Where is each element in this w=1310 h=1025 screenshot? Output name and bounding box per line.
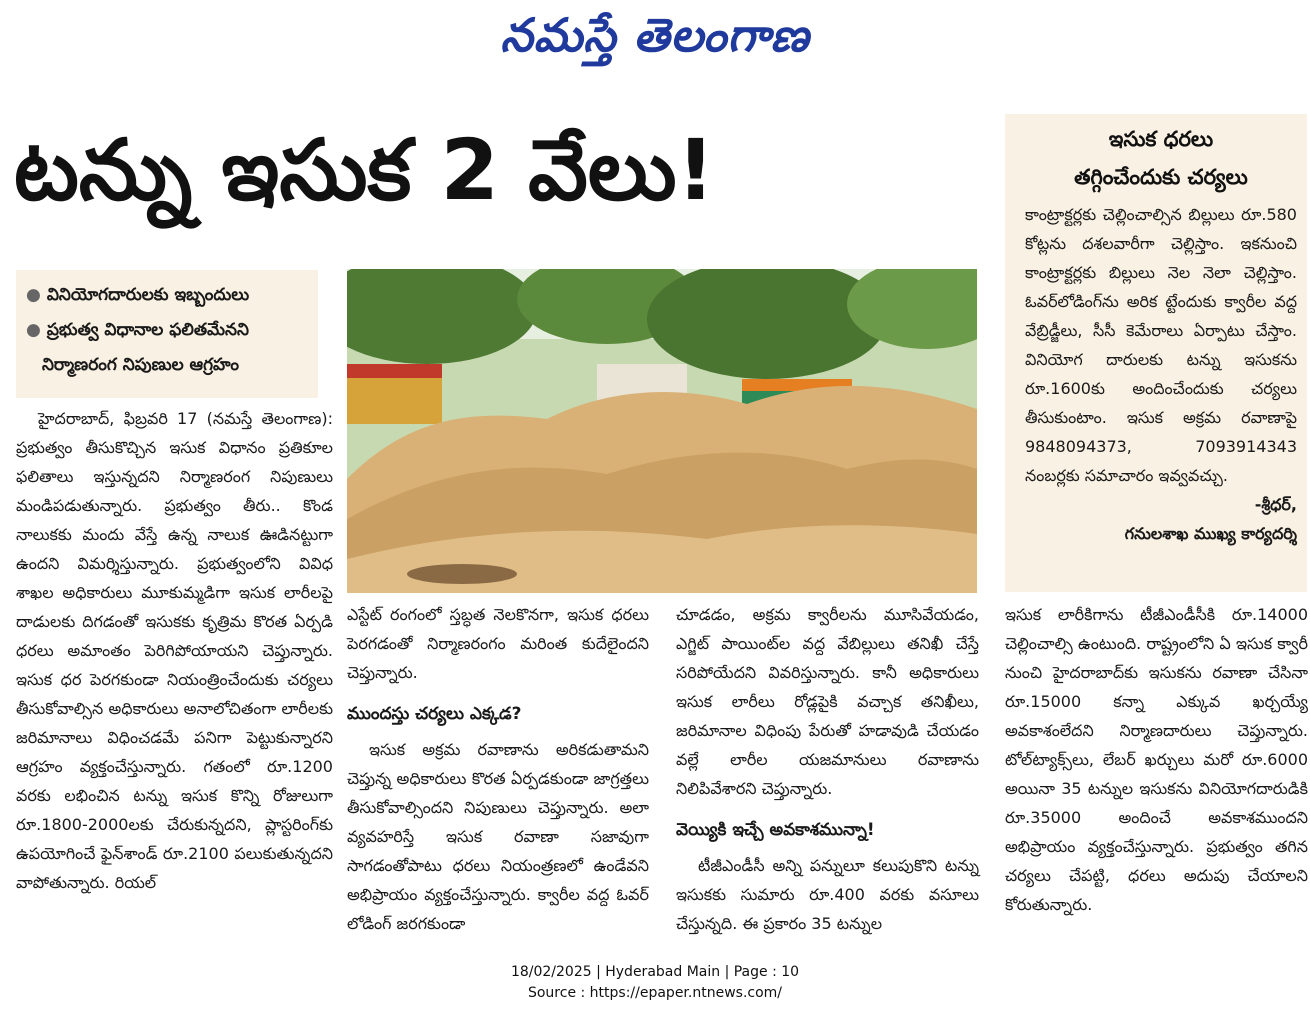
highlight-1: ● వినియోగదారులకు ఇబ్బందులు (26, 285, 250, 305)
subheading-thousand: వెయ్యికి ఇచ్చే అవకాశమున్నా! (676, 820, 875, 840)
sidebar-author: -శ్రీధర్, (1254, 495, 1297, 514)
sand-pile-photo (347, 269, 977, 593)
column-2-text-2: ఇసుక అక్రమ రవాణాను అరికడుతామని చెప్తున్న అధికారులు కొరత ఏర్పడకుండా జాగ్రత్తలు తీసుకోవాల్సిందని నిపుణులు చెప్తున్నారు. అలా వ్యవహరిస్తే ఇసుక రవాణా సజావుగా సాగడంతోపాటు ధరలు నియంత్రణలో ఉండేవని అభిప్రాయం వ్యక్తంచేస్తున్నారు. క్వారీల వద్ద ఓవర్ లోడింగ్ జరగకుండా (347, 740, 649, 933)
sidebar-title-1: ఇసుక ధరలు (1108, 127, 1214, 151)
highlights-box (16, 270, 318, 398)
sidebar-body: కాంట్రాక్టర్లకు చెల్లించాల్సిన బిల్లులు రూ.580 కోట్లను దశలవారీగా చెల్లిస్తాం. ఇకనుంచి కాంట్రాక్టర్లకు బిల్లులు నెల నెలా చెల్లిస్తాం. ఓవర్‌లోడింగ్‌ను అరిక ట్టేందుకు క్వారీల వద్ద వేబ్రిడ్జీలు, సీసీ కెమేరాలు ఏర్పాటు చేస్తాం. వినియోగ దారులకు టన్ను ఇసుకను రూ.1600కు అందించేందుకు చర్యలు తీసుకుంటాం. ఇసుక అక్రమ రవాణాపై 9848094373, 7093914343 నంబర్లకు సమాచారం ఇవ్వవచ్చు. (1025, 205, 1297, 485)
subheading-advance-measures: ముందస్తు చర్యలు ఎక్కడ? (347, 704, 522, 724)
column-2-text: ఎస్టేట్ రంగంలో స్తబ్ధత నెలకొనగా, ఇసుక ధరలు పెరగడంతో నిర్మాణరంగం మరింత కుదేలైందని చెప్తున్నారు. (347, 605, 649, 682)
highlight-2: ● ప్రభుత్వ విధానాల ఫలితమేనని (26, 320, 249, 340)
article-column-4 (1005, 600, 1308, 919)
column-1-text: హైదరాబాద్, ఫిబ్రవరి 17 (నమస్తే తెలంగాణ): ప్రభుత్వం తీసుకొచ్చిన ఇసుక విధానం ప్రతికూల ఫలితాలు ఇస్తున్నదని నిర్మాణరంగ నిపుణులు మండిపడుతున్నారు. ప్రభుత్వం తీరు.. కొండ నాలుకకు మందు వేస్తే ఉన్న నాలుక ఊడినట్టుగా ఉందని విమర్శిస్తున్నారు. ప్రభుత్వంలోని వివిధ శాఖల అధికారులు మూకుమ్మడిగా ఇసుక లారీలపై దాడులకు దిగడంతో ఇసుకకు కృత్రిమ కొరత ఏర్పడి ధరలు అమాంతం పెరిగిపోయాయని చెప్తున్నారు. ఇసుక ధర పెరగకుండా నియంత్రించేందుకు చర్యలు తీసుకోవాల్సిన అధికారులు అనాలోచితంగా లారీలకు జరిమానాలు విధించడమే పనిగా పెట్టుకున్నారని ఆగ్రహం వ్యక్తంచేస్తున్నారు. గతంలో రూ.1200 వరకు లభించిన టన్ను ఇసుక కొన్ని రోజులుగా రూ.1800-2000లకు చేరుకున్నదని, ప్లాస్టరింగ్‌కు ఉపయోగించే ఫైన్‌శాండ్ రూ.2100 పలుకుతున్నదని వాపోతున్నారు. రియల్ (16, 409, 333, 892)
column-3-text: చూడడం, అక్రమ క్వారీలను మూసివేయడం, ఎగ్జిట్ పాయింట్‌ల వద్ద వేబిల్లులు తనిఖీ చేస్తే సరిపోయేదని వివరిస్తున్నారు. కానీ అధికారులు ఇసుక లారీలు రోడ్లపైకి వచ్చాక తనిఖీలు, జరిమానాల విధింపు పేరుతో హడావుడి చేయడం వల్లే లారీల యజమానులు రవాణాను నిలిపివేశారని చెప్తున్నారు. (676, 605, 979, 798)
article-column-3 (676, 600, 979, 938)
page-footer (0, 962, 1310, 1004)
sand-photo-illustration (347, 269, 977, 593)
bullet-icon: ● (26, 285, 41, 305)
masthead-logo: నమస్తే తెలంగాణ (500, 8, 810, 62)
article-column-1 (16, 404, 333, 897)
column-3-text-2: టీజీఎండీసీ అన్ని పన్నులూ కలుపుకొని టన్ను ఇసుకకు సుమారు రూ.400 వరకు వసూలు చేస్తున్నది. ఈ ప్రకారం 35 టన్నుల (676, 856, 979, 933)
column-4-text: ఇసుక లారీకిగాను టీజీఎండీసీకి రూ.14000 చెల్లించాల్సి ఉంటుంది. రాష్ట్రంలోని ఏ ఇసుక క్వారీ నుంచి హైదరాబాద్‌కు ఇసుకను రవాణా చేసినా రూ.15000 కన్నా ఎక్కువ ఖర్చయ్యే అవకాశంలేదని నిర్మాణదారులు చెప్తున్నారు. టోల్‌ట్యాక్స్‌లు, లేబర్ ఖర్చులు మరో రూ.6000 అయినా 35 టన్నుల ఇసుకను వినియోగదారుడికి రూ.35000 అందించే అవకాశముందని అభిప్రాయం వ్యక్తంచేస్తున్నారు. ప్రభుత్వం తగిన చర్యలు చేపట్టి, ధరలు అదుపు చేయాలని కోరుతున్నారు. (1005, 605, 1308, 914)
article-column-2 (347, 600, 649, 938)
footer-date-edition: 18/02/2025 | Hyderabad Main | Page : 10 (510, 964, 800, 980)
sidebar-title-2: తగ్గించేందుకు చర్యలు (1074, 165, 1248, 189)
headline: టన్ను ఇసుక 2 వేలు! (14, 121, 715, 219)
bullet-icon: ● (26, 320, 41, 340)
highlight-2-cont: నిర్మాణరంగ నిపుణుల ఆగ్రహం (42, 355, 240, 375)
sidebar-box (1005, 114, 1307, 592)
footer-source[interactable]: Source : https://epaper.ntnews.com/ (527, 985, 783, 1001)
sidebar-author-title: గనులశాఖ ముఖ్య కార్యదర్శి (1124, 524, 1297, 543)
